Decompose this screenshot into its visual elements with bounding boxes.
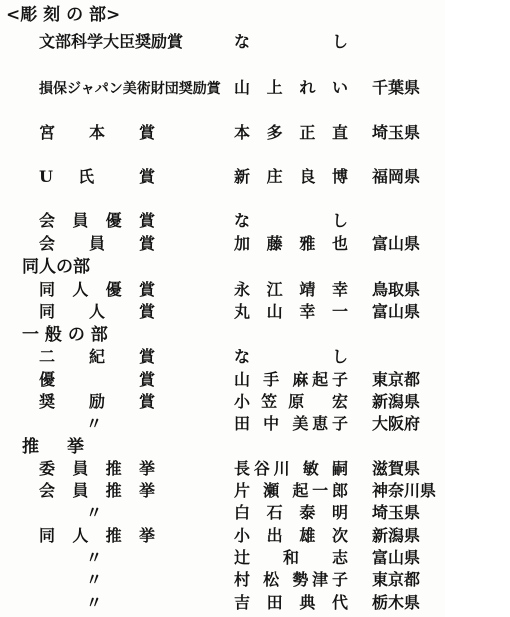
section-heading-ippan: 一 般 の 部 [22,325,108,345]
ditto-mark: 〃 [86,593,103,612]
entry-name-12: 田 中 美恵子 [234,414,348,433]
entry-pref-13: 滋賀県 [372,459,421,478]
award-yusho: 優 賞 [39,370,155,389]
entry-pref-14: 神奈川県 [372,481,437,500]
entry-name-6: 加 藤 雅 也 [234,234,348,253]
entry-pref-17: 富山県 [372,548,421,567]
entry-name-8: 丸 山 幸 一 [234,302,348,321]
entry-name-19: 吉 田 典 代 [234,593,348,612]
ditto-mark: 〃 [86,414,103,433]
entry-pref-12: 大阪府 [372,414,421,433]
award-kaiin-yusho: 会 員 優 賞 [39,211,155,230]
entry-name-16: 小 出 雄 次 [234,526,348,545]
section-heading-dojin: 同人の部 [22,257,90,277]
ditto-mark: 〃 [86,503,103,522]
entry-name-3: 本 多 正 直 [234,123,348,142]
award-shorei: 奨 励 賞 [39,392,155,411]
award-dojinsho: 同 人 賞 [39,302,155,321]
award-dojin-suikyo: 同 人 推 挙 [39,526,155,545]
award-sompo: 損保ジャパン美術財団奨励賞 [39,81,221,97]
entry-name-13: 長谷川 敏 嗣 [234,459,348,478]
award-niki: 二 紀 賞 [39,347,155,366]
entry-pref-6: 富山県 [372,234,421,253]
entry-name-17: 辻 和 志 [234,548,348,567]
entry-name-11: 小笠原 宏 [234,392,348,411]
entry-name-7: 永 江 靖 幸 [234,280,348,299]
entry-pref-7: 鳥取県 [372,280,421,299]
ditto-mark: 〃 [86,570,103,589]
entry-name-2: 山 上 れ い [234,78,348,97]
entry-name-15: 白 石 泰 明 [234,503,348,522]
award-kaiin-suikyo: 会 員 推 挙 [39,481,155,500]
entry-pref-19: 栃木県 [372,593,421,612]
entry-name-18: 村 松 勢津子 [234,570,348,589]
entry-name-14: 片 瀬 起一郎 [234,481,348,500]
entry-name-9: な し [234,347,348,366]
section-heading-sculpture: <彫 刻 の 部> [6,5,121,25]
award-iin-suikyo: 委 員 推 挙 [39,459,155,478]
entry-name-5: な し [234,211,348,230]
award-u: U 氏 賞 [39,167,155,186]
entry-pref-16: 新潟県 [372,526,421,545]
section-heading-suisen: 推 挙 [22,437,84,457]
entry-pref-18: 東京都 [372,570,421,589]
entry-pref-8: 富山県 [372,302,421,321]
entry-pref-2: 千葉県 [372,78,421,97]
entry-name-10: 山 手 麻起子 [234,370,348,389]
award-miyamoto: 宮 本 賞 [39,123,155,142]
entry-name-4: 新 庄 良 博 [234,167,348,186]
entry-pref-4: 福岡県 [372,167,421,186]
entry-pref-3: 埼玉県 [372,123,421,142]
award-monbu: 文部科学大臣奨励賞 [39,32,184,51]
entry-pref-15: 埼玉県 [372,503,421,522]
entry-name-1: な し [234,32,348,51]
award-kaiinsho: 会 員 賞 [39,234,155,253]
entry-pref-10: 東京都 [372,370,421,389]
entry-pref-11: 新潟県 [372,392,421,411]
ditto-mark: 〃 [86,548,103,567]
award-dojin-yusho: 同 人 優 賞 [39,280,155,299]
